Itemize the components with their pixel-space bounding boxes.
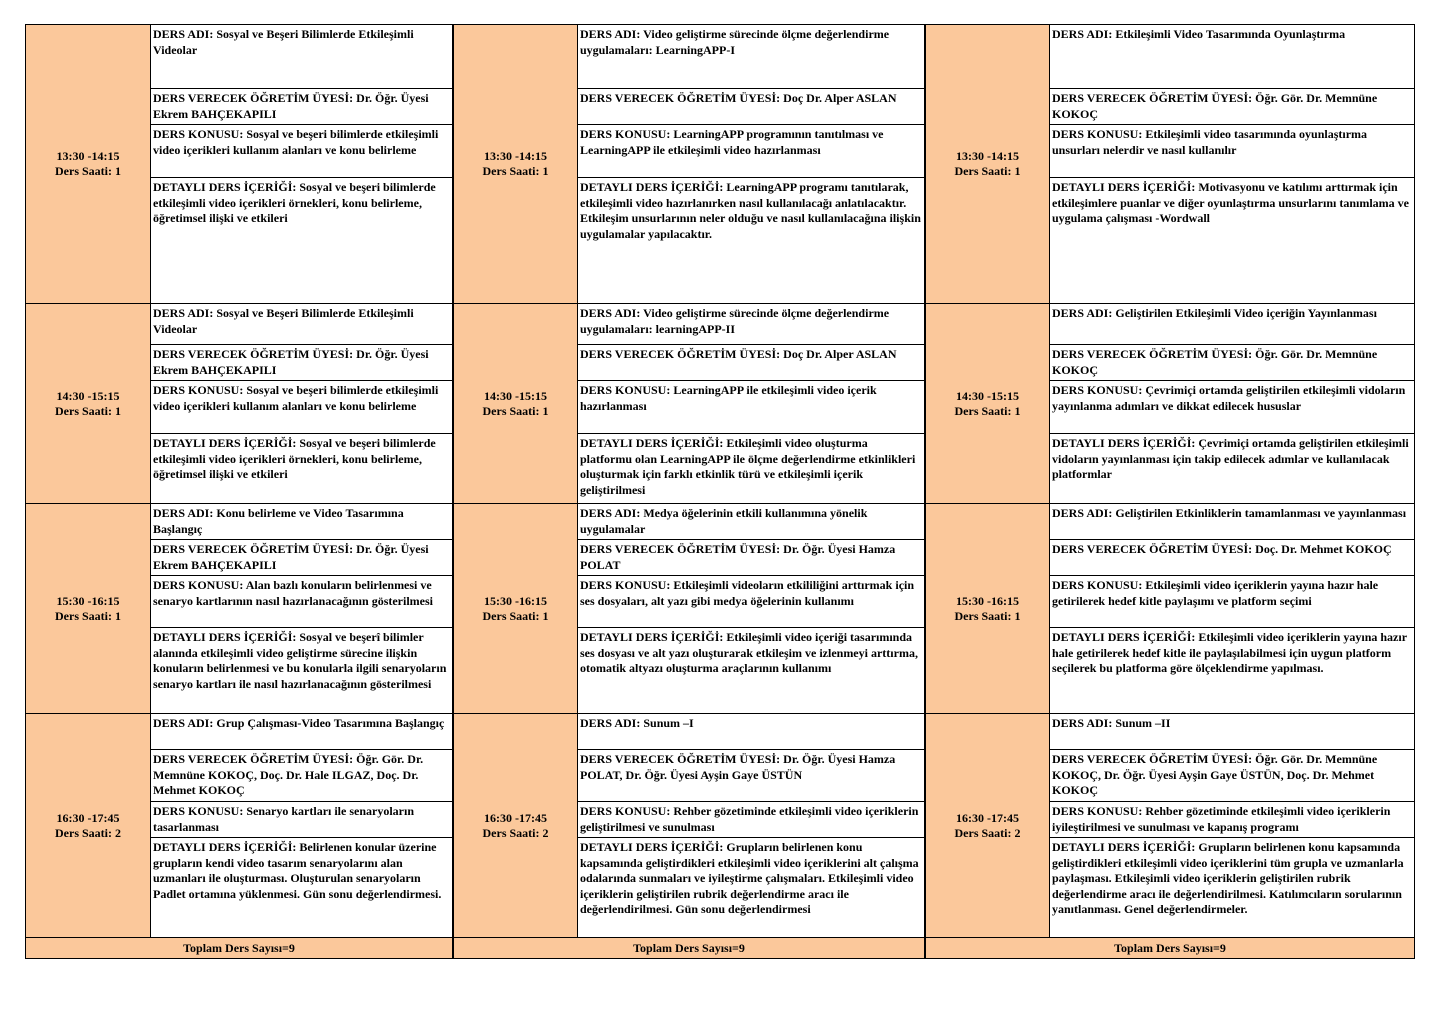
detail-text: Etkileşimli video içeriklerin yayına hazır hale getirilerek hedef kitle ile paylaşılabilmesi için uygun platform seçilerek bu platforma göre ölçeklendirme yapılması.: [1052, 630, 1407, 676]
instructor-label: DERS VERECEK ÖĞRETİM ÜYESİ:: [1052, 752, 1253, 766]
instructor-label: DERS VERECEK ÖĞRETİM ÜYESİ:: [1052, 542, 1253, 556]
detail-cell: [1049, 837, 1415, 938]
instructor-cell: [1049, 749, 1415, 802]
detail-cell: [150, 837, 453, 938]
topic-cell: [1049, 801, 1415, 838]
topic-text: Sosyal ve beşeri bilimlerde etkileşimli video içerikleri kullanım alanları ve konu belirleme: [153, 383, 439, 413]
time-range: 15:30 -16:15: [484, 593, 547, 608]
instructor-text: Doç Dr. Alper ASLAN: [783, 347, 897, 361]
course-cell: [577, 713, 925, 750]
course-cell: [150, 713, 453, 750]
lesson-hours: Ders Saati: 1: [482, 403, 549, 418]
topic-text: Etkileşimli video tasarımında oyunlaştırma unsurları nelerdir ve nasıl kullanılır: [1052, 127, 1368, 157]
course-cell: [1049, 713, 1415, 750]
instructor-text: Öğr. Gör. Dr. Memnüne KOKOÇ: [1052, 347, 1378, 377]
course-cell: [1049, 503, 1415, 540]
instructor-text: Dr. Öğr. Üyesi Ekrem BAHÇEKAPILI: [153, 91, 429, 121]
detail-text: Grupların belirlenen konu kapsamında geliştirdikleri etkileşimli video içeriklerini alt çalışma odalarında sunmaları ve iyileştirme çalışmaları. Etkileşimli video içeriklerin geliştirilen rubrik değerlendirme aracı ile değerlendirilmesi. Gün sonu değerlendirmesi: [580, 840, 919, 917]
detail-cell: [150, 177, 453, 304]
course-text: Medya öğelerinin etkili kullanımına yönelik uygulamalar: [580, 506, 868, 536]
detail-text: Sosyal ve beşeri bilimlerde etkileşimli video içerikleri örnekleri, konu belirleme, öğretimsel ilişki ve etkileri: [153, 436, 436, 482]
lesson-hours: Ders Saati: 1: [55, 403, 121, 418]
detail-label: DETAYLI DERS İÇERİĞİ:: [1052, 180, 1196, 194]
topic-cell: [1049, 380, 1415, 434]
detail-cell: [577, 837, 925, 938]
course-text: Konu belirleme ve Video Tasarımına Başlangıç: [153, 506, 404, 536]
topic-cell: [150, 575, 453, 628]
course-text: Geliştirilen Etkinliklerin tamamlanması ve yayınlanması: [1115, 506, 1407, 520]
course-text: Sosyal ve Beşeri Bilimlerde Etkileşimli Videolar: [153, 27, 414, 57]
course-text: Video geliştirme sürecinde ölçme değerlendirme uygulamaları: learningAPP-II: [580, 306, 890, 336]
course-label: DERS ADI:: [153, 306, 214, 320]
time-slot: [25, 303, 151, 504]
detail-cell: [577, 177, 925, 304]
instructor-label: DERS VERECEK ÖĞRETİM ÜYESİ:: [1052, 91, 1253, 105]
lesson-hours: Ders Saati: 1: [954, 608, 1021, 623]
topic-label: DERS KONUSU:: [580, 383, 671, 397]
lesson-hours: Ders Saati: 2: [55, 825, 121, 840]
course-label: DERS ADI:: [1052, 27, 1113, 41]
time-range: 15:30 -16:15: [956, 593, 1019, 608]
topic-text: Rehber gözetiminde etkileşimli video içeriklerin geliştirilmesi ve sunulması: [580, 804, 919, 834]
instructor-label: DERS VERECEK ÖĞRETİM ÜYESİ:: [580, 752, 781, 766]
topic-cell: [1049, 124, 1415, 178]
course-label: DERS ADI:: [580, 506, 641, 520]
instructor-cell: [577, 88, 925, 125]
detail-text: Etkileşimli video oluşturma platformu olan LearningAPP ile ölçme değerlendirme etkinlikleri oluşturmak için farklı etkinlik türü ve etkileşimli içerik geliştirilmesi: [580, 436, 916, 497]
detail-text: Sosyal ve beşerî bilimler alanında etkileşimli video geliştirme sürecine ilişkin konuların belirlenmesi ve bu konularla ilgili senaryoların senaryo kartları ile nasıl hazırlanacağının gösterilmesi: [153, 630, 447, 691]
course-cell: [1049, 303, 1415, 345]
instructor-cell: [1049, 344, 1415, 381]
course-label: DERS ADI:: [153, 27, 214, 41]
time-range: 13:30 -14:15: [956, 149, 1019, 163]
instructor-cell: [1049, 539, 1415, 576]
course-label: DERS ADI:: [1052, 306, 1113, 320]
detail-label: DETAYLI DERS İÇERİĞİ:: [153, 436, 297, 450]
detail-text: Grupların belirlenen konu kapsamında geliştirdikleri etkileşimli video içeriklerini tüm grupla ve uzmanlarla paylaşması. Etkileşimli video içeriklerin geliştirilen rubrik değerlendirme aracı ile değerlendirilmesi. Katılımcıların sorularının yanıtlanması. Genel değerlendirmeler.: [1052, 840, 1404, 917]
time-slot: [453, 503, 578, 714]
lesson-hours: Ders Saati: 1: [954, 164, 1021, 178]
course-cell: [150, 303, 453, 345]
instructor-cell: [577, 749, 925, 802]
course-cell: [577, 24, 925, 89]
course-cell: [577, 303, 925, 345]
topic-text: Çevrimiçi ortamda geliştirilen etkileşimli vidoların yayınlanma adımları ve dikkat edilecek hususlar: [1052, 383, 1406, 413]
detail-text: Etkileşimli video içeriği tasarımında ses dosyası ve alt yazı oluşturarak etkileşim ve izlenmeyi arttırma, otomatik altyazı oluşturma araçlarının kullanımı: [580, 630, 918, 676]
time-slot: [25, 713, 151, 938]
course-cell: [1049, 24, 1415, 89]
time-range: 13:30 -14:15: [484, 149, 547, 163]
detail-cell: [577, 627, 925, 714]
course-text: Etkileşimli Video Tasarımında Oyunlaştırma: [1115, 27, 1346, 41]
detail-cell: [1049, 433, 1415, 504]
topic-text: Etkileşimli video içeriklerin yayına hazır hale getirilerek hedef kitle paylaşımı ve platform seçimi: [1052, 578, 1379, 608]
detail-label: DETAYLI DERS İÇERİĞİ:: [153, 630, 297, 644]
day-column: [453, 24, 925, 959]
course-label: DERS ADI:: [580, 27, 641, 41]
instructor-label: DERS VERECEK ÖĞRETİM ÜYESİ:: [580, 347, 781, 361]
total-lessons: Toplam Ders Sayısı=9: [925, 937, 1415, 959]
course-label: DERS ADI:: [153, 716, 214, 730]
instructor-text: Doç Dr. Alper ASLAN: [783, 91, 897, 105]
instructor-label: DERS VERECEK ÖĞRETİM ÜYESİ:: [153, 542, 354, 556]
detail-text: LearningAPP programı tanıtılarak, etkileşimli video hazırlanırken nasıl kullanılacağı anlatılacaktır. Etkileşim unsurlarının neler olduğu ve nasıl kullanılacağına ilişkin uygulamalar yapılacaktır.: [580, 180, 921, 241]
course-cell: [150, 503, 453, 540]
detail-label: DETAYLI DERS İÇERİĞİ:: [580, 630, 724, 644]
instructor-text: Doç. Dr. Mehmet KOKOÇ: [1255, 542, 1392, 556]
course-label: DERS ADI:: [153, 506, 214, 520]
time-slot: [925, 24, 1050, 304]
detail-label: DETAYLI DERS İÇERİĞİ:: [153, 180, 297, 194]
instructor-label: DERS VERECEK ÖĞRETİM ÜYESİ:: [153, 347, 354, 361]
topic-text: Senaryo kartları ile senaryoların tasarlanması: [153, 804, 415, 834]
detail-text: Motivasyonu ve katılımı arttırmak için etkileşimlere puanlar ve diğer oyunlaştırma unsurlarını tanımlama ve uygulama çalışması -Wordwall: [1052, 180, 1409, 226]
topic-label: DERS KONUSU:: [153, 804, 244, 818]
lesson-hours: Ders Saati: 1: [55, 608, 121, 623]
course-label: DERS ADI:: [580, 306, 641, 320]
total-lessons: Toplam Ders Sayısı=9: [453, 937, 925, 959]
schedule-table: [25, 24, 1415, 959]
time-range: 16:30 -17:45: [56, 810, 120, 825]
course-text: Sunum –I: [643, 716, 694, 730]
time-range: 13:30 -14:15: [56, 149, 120, 163]
time-slot: [25, 503, 151, 714]
topic-text: LearningAPP programının tanıtılması ve LearningAPP ile etkileşimli video hazırlanması: [580, 127, 884, 157]
lesson-hours: Ders Saati: 1: [482, 608, 549, 623]
time-slot: [453, 713, 578, 938]
instructor-cell: [1049, 88, 1415, 125]
topic-label: DERS KONUSU:: [580, 127, 671, 141]
topic-cell: [150, 380, 453, 434]
course-text: Video geliştirme sürecinde ölçme değerlendirme uygulamaları: LearningAPP-I: [580, 27, 890, 57]
detail-cell: [1049, 177, 1415, 304]
topic-text: Etkileşimli videoların etkililiğini arttırmak için ses dosyaları, alt yazı gibi medya öğelerinin kullanımı: [580, 578, 915, 608]
time-slot: [925, 503, 1050, 714]
topic-label: DERS KONUSU:: [1052, 804, 1143, 818]
topic-label: DERS KONUSU:: [1052, 383, 1143, 397]
instructor-cell: [150, 88, 453, 125]
detail-label: DETAYLI DERS İÇERİĞİ:: [580, 436, 724, 450]
instructor-label: DERS VERECEK ÖĞRETİM ÜYESİ:: [580, 91, 781, 105]
instructor-text: Öğr. Gör. Dr. Memnüne KOKOÇ: [1052, 91, 1378, 121]
topic-label: DERS KONUSU:: [580, 578, 671, 592]
instructor-text: Öğr. Gör. Dr. Memnüne KOKOÇ, Dr. Öğr. Üyesi Ayşin Gaye ÜSTÜN, Doç. Dr. Mehmet KOKOÇ: [1052, 752, 1378, 798]
instructor-text: Dr. Öğr. Üyesi Hamza POLAT: [580, 542, 896, 572]
instructor-label: DERS VERECEK ÖĞRETİM ÜYESİ:: [153, 91, 354, 105]
topic-cell: [577, 124, 925, 178]
instructor-cell: [150, 749, 453, 802]
time-range: 15:30 -16:15: [56, 593, 120, 608]
instructor-text: Öğr. Gör. Dr. Memnüne KOKOÇ, Doç. Dr. Hale ILGAZ, Doç. Dr. Mehmet KOKOÇ: [153, 752, 424, 798]
topic-label: DERS KONUSU:: [580, 804, 671, 818]
topic-cell: [577, 801, 925, 838]
course-label: DERS ADI:: [580, 716, 641, 730]
time-slot: [453, 24, 578, 304]
topic-text: Rehber gözetiminde etkileşimli video içeriklerin iyileştirilmesi ve sunulması ve kapanış programı: [1052, 804, 1391, 834]
time-range: 14:30 -15:15: [484, 388, 547, 403]
topic-label: DERS KONUSU:: [1052, 578, 1143, 592]
detail-text: Sosyal ve beşeri bilimlerde etkileşimli video içerikleri örnekleri, konu belirleme, öğretimsel ilişki ve etkileri: [153, 180, 436, 226]
instructor-label: DERS VERECEK ÖĞRETİM ÜYESİ:: [153, 752, 354, 766]
topic-text: LearningAPP ile etkileşimli video içerik hazırlanması: [580, 383, 877, 413]
course-text: Sunum –II: [1115, 716, 1171, 730]
detail-label: DETAYLI DERS İÇERİĞİ:: [153, 840, 297, 854]
course-cell: [577, 503, 925, 540]
topic-label: DERS KONUSU:: [1052, 127, 1143, 141]
detail-cell: [577, 433, 925, 504]
detail-cell: [150, 627, 453, 714]
course-label: DERS ADI:: [1052, 506, 1113, 520]
instructor-cell: [577, 539, 925, 576]
detail-label: DETAYLI DERS İÇERİĞİ:: [1052, 436, 1196, 450]
topic-label: DERS KONUSU:: [153, 383, 244, 397]
time-range: 16:30 -17:45: [956, 810, 1019, 825]
detail-cell: [150, 433, 453, 504]
topic-cell: [1049, 575, 1415, 628]
day-column: [925, 24, 1415, 959]
topic-text: Alan bazlı konuların belirlenmesi ve senaryo kartlarının nasıl hazırlanacağının gösterilmesi: [153, 578, 434, 608]
time-range: 16:30 -17:45: [484, 810, 547, 825]
topic-cell: [150, 124, 453, 178]
lesson-hours: Ders Saati: 2: [482, 825, 549, 840]
day-column: [25, 24, 453, 959]
lesson-hours: Ders Saati: 2: [954, 825, 1021, 840]
detail-cell: [1049, 627, 1415, 714]
course-text: Grup Çalışması-Video Tasarımına Başlangıç: [216, 716, 445, 730]
lesson-hours: Ders Saati: 1: [55, 164, 121, 178]
time-range: 14:30 -15:15: [56, 388, 120, 403]
lesson-hours: Ders Saati: 1: [482, 164, 549, 178]
time-slot: [453, 303, 578, 504]
time-range: 14:30 -15:15: [956, 388, 1019, 403]
instructor-cell: [150, 539, 453, 576]
course-text: Sosyal ve Beşeri Bilimlerde Etkileşimli Videolar: [153, 306, 414, 336]
instructor-text: Dr. Öğr. Üyesi Ekrem BAHÇEKAPILI: [153, 542, 429, 572]
detail-label: DETAYLI DERS İÇERİĞİ:: [1052, 630, 1196, 644]
instructor-cell: [150, 344, 453, 381]
detail-text: Belirlenen konular üzerine grupların kendi video tasarım senaryolarını alan uzmanları ile oluşturması. Oluşturulan senaryoların Padlet ortamına yüklenmesi. Gün sonu değerlendirmesi.: [153, 840, 442, 901]
topic-label: DERS KONUSU:: [153, 578, 244, 592]
course-cell: [150, 24, 453, 89]
instructor-cell: [577, 344, 925, 381]
instructor-text: Dr. Öğr. Üyesi Hamza POLAT, Dr. Öğr. Üyesi Ayşin Gaye ÜSTÜN: [580, 752, 896, 782]
detail-label: DETAYLI DERS İÇERİĞİ:: [1052, 840, 1196, 854]
total-lessons: Toplam Ders Sayısı=9: [25, 937, 453, 959]
course-label: DERS ADI:: [1052, 716, 1113, 730]
topic-cell: [150, 801, 453, 838]
time-slot: [25, 24, 151, 304]
course-text: Geliştirilen Etkileşimli Video içeriğin Yayınlanması: [1115, 306, 1377, 320]
lesson-hours: Ders Saati: 1: [954, 403, 1021, 418]
instructor-label: DERS VERECEK ÖĞRETİM ÜYESİ:: [580, 542, 781, 556]
time-slot: [925, 713, 1050, 938]
instructor-label: DERS VERECEK ÖĞRETİM ÜYESİ:: [1052, 347, 1253, 361]
topic-text: Sosyal ve beşeri bilimlerde etkileşimli video içerikleri kullanım alanları ve konu belirleme: [153, 127, 439, 157]
detail-text: Çevrimiçi ortamda geliştirilen etkileşimli vidoların yayınlanması için takip edilecek adımlar ve kullanılacak platformlar: [1052, 436, 1409, 482]
detail-label: DETAYLI DERS İÇERİĞİ:: [580, 840, 724, 854]
instructor-text: Dr. Öğr. Üyesi Ekrem BAHÇEKAPILI: [153, 347, 429, 377]
topic-cell: [577, 575, 925, 628]
time-slot: [925, 303, 1050, 504]
detail-label: DETAYLI DERS İÇERİĞİ:: [580, 180, 724, 194]
topic-cell: [577, 380, 925, 434]
topic-label: DERS KONUSU:: [153, 127, 244, 141]
